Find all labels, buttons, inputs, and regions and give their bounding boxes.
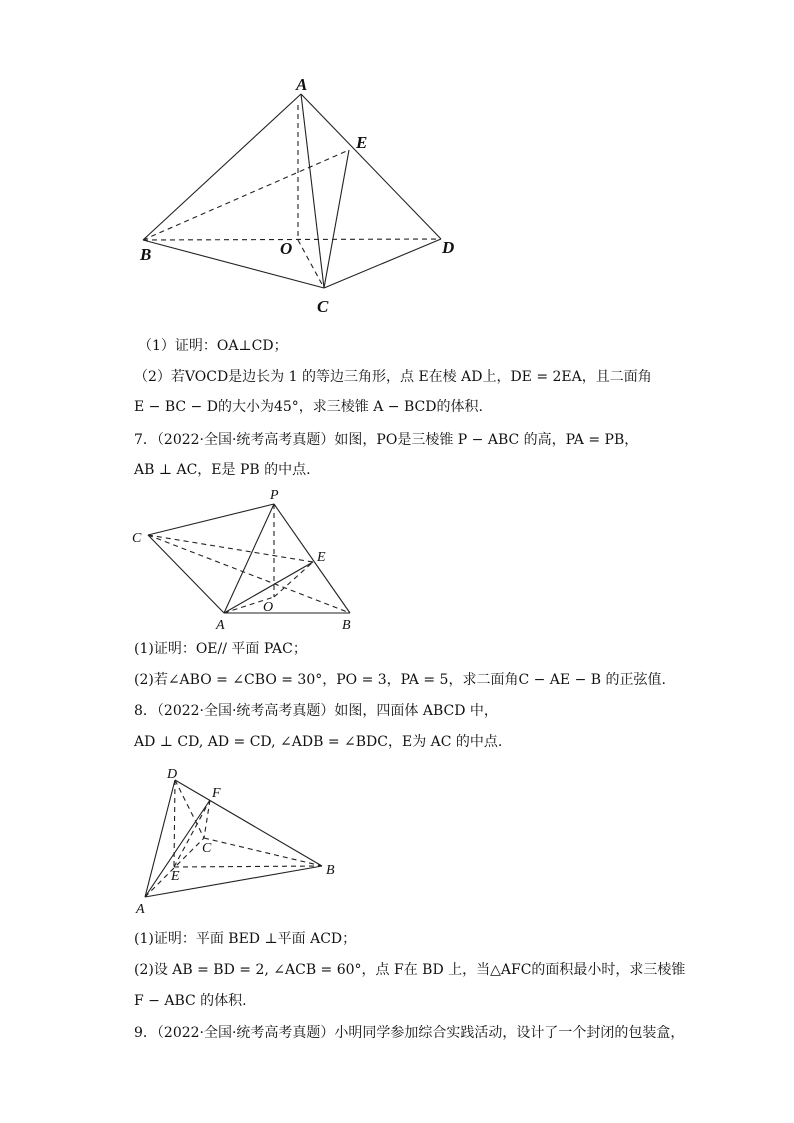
p7-question-2: (2)若∠ABO = ∠CBO = 30°，PO = 3，PA = 5，求二面角C − AE − B 的正弦值.: [134, 672, 666, 688]
label-c: C: [132, 531, 142, 546]
p8-stem-line1: 8．（2022·全国·统考高考真题）如图，四面体 ABCD 中，: [134, 703, 498, 719]
label-o: O: [263, 600, 274, 615]
edge-ab: [143, 94, 301, 240]
label-o: O: [280, 239, 293, 258]
edge-be: [143, 150, 349, 240]
edge-pb: [274, 504, 350, 613]
edge-cp: [148, 504, 274, 535]
p8-question-2-line1: (2)设 AB = BD = 2, ∠ACB = 60°，点 F在 BD 上，当△AFC的面积最小时，求三棱锥: [134, 962, 686, 978]
edge-cb: [148, 535, 350, 613]
edge-ce: [324, 150, 349, 288]
label-d: D: [167, 767, 178, 782]
edge-ef: [174, 800, 210, 867]
label-e: E: [356, 133, 368, 152]
p7-stem-line2: AB ⊥ AC，E是 PB 的中点.: [134, 462, 311, 478]
figure-pyramid-pabc: [128, 484, 368, 634]
edge-cd: [324, 239, 441, 288]
label-d: D: [442, 238, 455, 257]
edge-fc: [204, 800, 210, 838]
edge-ca: [148, 535, 224, 613]
p9-stem: 9．（2022·全国·统考高考真题）小明同学参加综合实践活动，设计了一个封闭的包装盒，: [134, 1025, 685, 1041]
figure-tetrahedron-abcd-2: [128, 763, 348, 918]
label-b: B: [326, 863, 335, 878]
p8-question-1: (1)证明：平面 BED ⊥平面 ACD；: [134, 931, 357, 947]
edge-ap: [224, 504, 274, 613]
label-a: A: [216, 618, 225, 633]
edge-ac: [301, 94, 324, 288]
label-p: P: [270, 488, 279, 503]
p6-question-2-line1: （2）若VOCD是边长为 1 的等边三角形，点 E在棱 AD上，DE = 2EA，且二面角: [134, 369, 652, 385]
label-e: E: [317, 550, 326, 565]
label-a: A: [296, 75, 308, 94]
p7-question-1: (1)证明：OE// 平面 PAC；: [134, 641, 307, 657]
p7-stem-line1: 7．（2022·全国·统考高考真题）如图，PO是三棱锥 P − ABC 的高，PA = PB，: [134, 432, 639, 448]
edge-oc: [298, 240, 324, 288]
p8-stem-line2: AD ⊥ CD, AD = CD, ∠ADB = ∠BDC，E为 AC 的中点.: [134, 734, 503, 750]
edge-eb: [174, 866, 322, 867]
edge-ad: [301, 94, 441, 239]
p8-question-2-line2: F − ABC 的体积.: [134, 993, 247, 1009]
edge-de: [174, 780, 175, 867]
label-c: C: [317, 297, 329, 316]
label-b: B: [342, 618, 351, 633]
label-b: B: [140, 245, 152, 264]
p6-question-2-line2: E − BC − D的大小为45°，求三棱锥 A − BCD的体积.: [134, 399, 483, 415]
edge-bc: [143, 240, 324, 288]
label-f: F: [212, 786, 221, 801]
figure-tetrahedron-abcd-1: [130, 70, 470, 320]
label-a: A: [136, 902, 145, 917]
edge-cb: [204, 838, 322, 866]
edge-ce: [148, 535, 313, 562]
label-e: E: [171, 869, 180, 884]
p6-question-1: （1）证明：OA⊥CD；: [138, 338, 288, 354]
label-c: C: [202, 841, 212, 856]
